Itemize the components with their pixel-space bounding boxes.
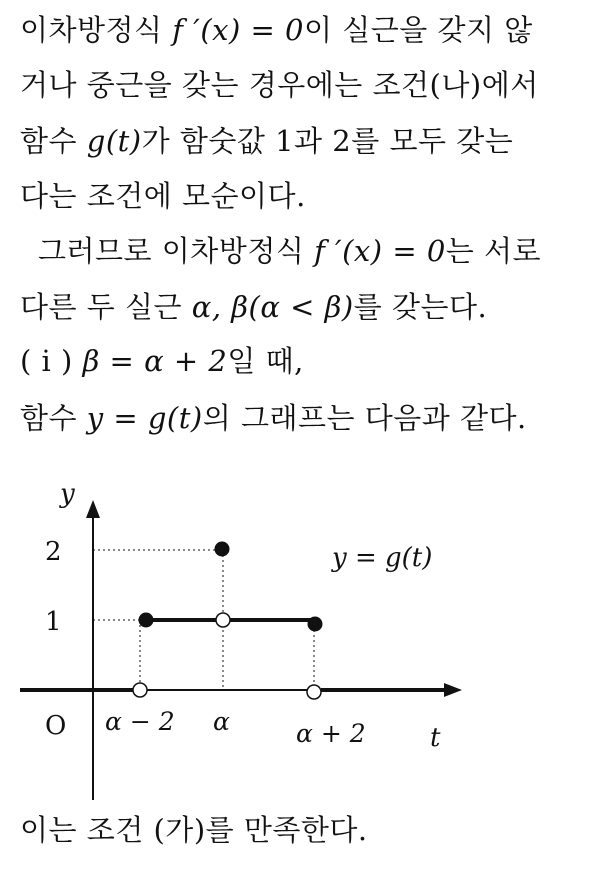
point-filled-right-one xyxy=(308,617,323,632)
y-tick-1: 1 xyxy=(45,607,62,637)
text-segment: 다른 두 실근 xyxy=(20,290,192,324)
text-line xyxy=(20,67,539,103)
point-filled-left-one xyxy=(139,613,154,628)
text-segment: 일 때, xyxy=(227,344,304,378)
point-open-mid-one xyxy=(216,613,230,627)
point-open-right-zero xyxy=(307,685,321,699)
point-filled-mid-two xyxy=(215,542,230,557)
text-segment: 그러므로 이차방정식 xyxy=(38,234,315,268)
math-expression: y = g(t) xyxy=(86,401,203,435)
math-expression: f ′(x) = 0 xyxy=(172,13,305,47)
text-line xyxy=(20,12,533,48)
function-graph xyxy=(0,470,603,810)
text-segment: 는 서로 xyxy=(445,234,542,268)
case-label xyxy=(20,343,304,379)
text-segment: 이차방정식 xyxy=(20,13,173,47)
text-line xyxy=(20,812,368,848)
x-tick-mid: α xyxy=(213,707,230,736)
text-segment: 이 실근을 갖지 않 xyxy=(304,13,533,47)
text-line xyxy=(20,123,513,159)
math-expression: α, β(α < β) xyxy=(191,290,354,324)
x-tick-right: α + 2 xyxy=(296,719,366,748)
math-expression: f ′(x) = 0 xyxy=(314,234,446,268)
text-segment: 다는 조건에 모순이다. xyxy=(20,179,306,213)
text-segment: 를 갖는다. xyxy=(353,290,488,324)
math-expression: β = α + 2 xyxy=(82,344,228,378)
text-segment: 의 그래프는 다음과 같다. xyxy=(202,401,527,435)
text-segment: 함수 xyxy=(20,124,87,158)
text-line xyxy=(20,289,487,325)
curve-label: y = g(t) xyxy=(332,543,433,573)
point-open-left-zero xyxy=(133,683,147,697)
math-expression: g(t) xyxy=(86,124,142,158)
text-segment: 거나 중근을 갖는 경우에는 조건(나)에서 xyxy=(20,68,539,102)
y-axis-label: y xyxy=(60,479,75,509)
text-line xyxy=(38,233,541,269)
x-tick-left: α − 2 xyxy=(105,707,175,736)
y-tick-2: 2 xyxy=(45,537,62,567)
text-segment: 이는 조건 (가)를 만족한다. xyxy=(20,813,368,847)
x-axis-label: t xyxy=(430,723,441,753)
text-segment: ( i ) xyxy=(20,344,83,378)
text-line xyxy=(20,178,306,214)
text-segment: 함수 xyxy=(20,401,87,435)
text-line xyxy=(20,400,527,436)
y-axis-arrow xyxy=(86,500,100,518)
origin-label: O xyxy=(45,711,67,741)
text-segment: 가 함숫값 1과 2를 모두 갖는 xyxy=(141,124,514,158)
